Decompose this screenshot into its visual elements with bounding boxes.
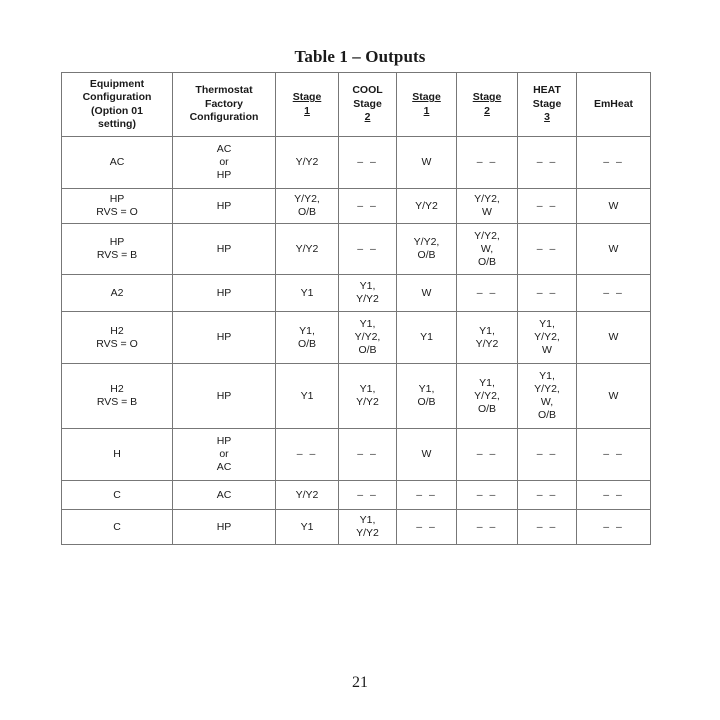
cell-line: Y1, — [539, 370, 555, 382]
table-cell — [173, 224, 276, 275]
cell-line: O/B — [358, 344, 377, 356]
cell-line: Y1 — [300, 389, 314, 402]
cell-line: W — [608, 331, 619, 343]
cell-line: – – — [357, 488, 378, 501]
table-cell — [518, 312, 577, 364]
cell-line: Y/Y2, — [534, 331, 560, 343]
table-cell — [276, 429, 339, 481]
table-cell — [457, 137, 518, 189]
cell-line: W — [421, 286, 432, 299]
table-cell — [62, 510, 173, 545]
cell-line: HP — [109, 193, 125, 205]
table-cell — [276, 137, 339, 189]
table-cell — [518, 510, 577, 545]
table-cell — [397, 510, 457, 545]
cell-line: RVS = B — [96, 249, 138, 261]
cell-line: – – — [536, 448, 558, 460]
table-cell — [173, 312, 276, 364]
cell-line: Y1, — [479, 324, 495, 337]
cell-line: HP — [216, 169, 232, 181]
cell-line: Y/Y2, — [474, 389, 500, 402]
cell-line: HP — [216, 520, 232, 533]
cell-line: – – — [416, 488, 437, 501]
table-row — [62, 189, 651, 224]
cell-line: Y/Y2, — [294, 193, 320, 205]
cell-line: – – — [603, 520, 624, 533]
cell-line: Y1, — [359, 383, 376, 395]
cell-line: AC — [216, 461, 232, 473]
table-row — [62, 137, 651, 189]
table-cell — [518, 137, 577, 189]
table-cell — [518, 189, 577, 224]
cell-line: RVS = O — [96, 206, 138, 218]
table-cell — [457, 364, 518, 429]
table-cell — [62, 224, 173, 275]
heat-stage-2-header — [457, 73, 518, 137]
cell-line: HP — [216, 389, 232, 402]
cell-line: O/B — [537, 409, 557, 421]
cell-line: RVS = B — [96, 396, 138, 408]
cell-line: – – — [603, 448, 624, 460]
table-cell — [397, 137, 457, 189]
cell-line: AC — [109, 156, 125, 168]
table-cell — [173, 510, 276, 545]
cell-line: H — [113, 448, 121, 460]
table-cell — [173, 189, 276, 224]
cell-line: – – — [536, 242, 558, 255]
header-line: 1 — [423, 104, 430, 117]
table-cell — [518, 429, 577, 481]
cell-line: Y1 — [300, 286, 314, 299]
cell-line: HP — [216, 242, 232, 255]
cell-line: Y1 — [300, 520, 314, 533]
table-cell — [457, 481, 518, 510]
cell-line: O/B — [417, 396, 436, 408]
cell-line: – – — [536, 488, 558, 501]
header-line: 3 — [544, 111, 550, 124]
table-cell — [276, 481, 339, 510]
cell-line: Y/Y2 — [415, 199, 438, 212]
cell-line: – – — [476, 520, 498, 533]
cell-line: – – — [536, 286, 558, 299]
header-line: Configuration — [189, 111, 259, 124]
table-cell — [173, 429, 276, 481]
table-row — [62, 429, 651, 481]
cell-line: – – — [357, 156, 378, 168]
table-cell — [339, 312, 397, 364]
table-cell — [577, 510, 651, 545]
header-line: Stage — [472, 91, 502, 103]
table-cell — [457, 224, 518, 275]
cool-stage-1-header — [276, 73, 339, 137]
table-row — [62, 510, 651, 545]
cell-line: Y1, — [359, 318, 376, 330]
header-line: Stage — [353, 97, 382, 110]
cell-line: Y1, — [539, 318, 555, 330]
cell-line: Y1, — [359, 280, 376, 292]
cell-line: – – — [476, 156, 498, 168]
cell-line: Y1 — [420, 331, 433, 343]
header-line: Factory — [205, 97, 243, 110]
cell-line: W — [608, 389, 619, 402]
table-cell — [339, 510, 397, 545]
table-cell — [276, 275, 339, 312]
cell-line: A2 — [110, 286, 124, 299]
emheat-header — [577, 73, 651, 137]
table-cell — [397, 312, 457, 364]
cell-line: H2 — [110, 383, 124, 395]
cell-line: – – — [536, 199, 558, 212]
cell-line: O/B — [297, 337, 317, 350]
heat-stage-3-header — [518, 73, 577, 137]
table-cell — [397, 481, 457, 510]
table-cell — [276, 224, 339, 275]
cell-line: Y1, — [299, 324, 315, 337]
outputs-table — [61, 72, 651, 545]
page-title: Table 1 – Outputs — [294, 47, 426, 66]
header-line: Thermostat — [195, 84, 253, 97]
header-row — [62, 73, 651, 137]
table-cell — [339, 364, 397, 429]
cell-line: – – — [357, 242, 378, 255]
cell-line: C — [113, 520, 121, 533]
cell-line: Y/Y2 — [295, 156, 319, 168]
table-cell — [62, 312, 173, 364]
cell-line: or — [219, 156, 229, 168]
table-cell — [62, 275, 173, 312]
table-row — [62, 312, 651, 364]
table-cell — [577, 275, 651, 312]
cell-line: W — [608, 242, 619, 255]
table-cell — [173, 137, 276, 189]
table-cell — [339, 224, 397, 275]
cell-line: W, — [480, 242, 494, 255]
table-row — [62, 224, 651, 275]
cell-line: – – — [476, 488, 498, 501]
header-line: COOL — [352, 84, 383, 97]
cell-line: HP — [216, 286, 232, 299]
table-cell — [457, 429, 518, 481]
table-body — [62, 137, 651, 545]
cool-stage-2-header — [339, 73, 397, 137]
header-line: 1 — [304, 104, 310, 117]
cell-line: – – — [357, 448, 378, 460]
cell-line: – – — [536, 156, 558, 168]
cell-line: H2 — [110, 324, 124, 337]
cell-line: Y/Y2 — [475, 337, 499, 350]
table-row — [62, 364, 651, 429]
header-line: HEAT — [533, 84, 561, 97]
table-cell — [276, 510, 339, 545]
cell-line: – – — [603, 488, 624, 501]
table-cell — [577, 137, 651, 189]
equipment-configuration-header — [62, 73, 173, 137]
table-row — [62, 481, 651, 510]
cell-line: O/B — [477, 255, 497, 268]
cell-line: O/B — [477, 402, 497, 415]
cell-line: – – — [476, 286, 498, 299]
table-cell — [577, 364, 651, 429]
table-cell — [276, 312, 339, 364]
cell-line: or — [219, 448, 229, 460]
cell-line: – – — [536, 520, 558, 533]
table-cell — [276, 364, 339, 429]
page-number: 21 — [352, 674, 368, 691]
cell-line: – – — [416, 520, 437, 533]
table-cell — [397, 429, 457, 481]
table-cell — [457, 189, 518, 224]
table-cell — [457, 275, 518, 312]
cell-line: Y1, — [418, 383, 435, 395]
cell-line: RVS = O — [96, 337, 138, 350]
header-line: Equipment — [89, 77, 145, 90]
cell-line: Y/Y2, — [474, 193, 500, 205]
cell-line: Y1, — [359, 514, 376, 526]
cell-line: O/B — [297, 206, 317, 218]
cell-line: W — [608, 199, 619, 212]
table-cell — [457, 312, 518, 364]
header-line: Configuration — [82, 91, 152, 103]
table-cell — [62, 364, 173, 429]
cell-line: W, — [540, 396, 554, 408]
table-cell — [62, 429, 173, 481]
cell-line: HP — [216, 199, 232, 212]
table-cell — [518, 224, 577, 275]
cell-line: HP — [216, 435, 232, 447]
cell-line: O/B — [417, 249, 436, 261]
table-cell — [62, 189, 173, 224]
table-cell — [577, 481, 651, 510]
header-line: (Option 01 — [91, 104, 143, 117]
cell-line: HP — [216, 331, 232, 343]
cell-line: Y/Y2, — [474, 229, 500, 242]
cell-line: W — [421, 156, 432, 168]
cell-line: – – — [603, 286, 624, 299]
table-cell — [457, 510, 518, 545]
header-line: EmHeat — [593, 97, 634, 110]
cell-line: – – — [476, 448, 498, 460]
table-cell — [276, 189, 339, 224]
cell-line: – – — [296, 448, 318, 460]
cell-line: W — [542, 344, 552, 356]
table-cell — [397, 189, 457, 224]
cell-line: Y1, — [479, 376, 495, 389]
cell-line: Y/Y2 — [356, 293, 379, 305]
table-cell — [518, 364, 577, 429]
cell-line: Y/Y2 — [295, 242, 319, 255]
table-cell — [518, 481, 577, 510]
table-cell — [173, 364, 276, 429]
table-cell — [577, 312, 651, 364]
thermostat-factory-configuration-header — [173, 73, 276, 137]
table-cell — [397, 275, 457, 312]
table-cell — [173, 481, 276, 510]
table-cell — [397, 224, 457, 275]
table-cell — [518, 275, 577, 312]
header-line: Stage — [532, 97, 562, 110]
heat-stage-1-header — [397, 73, 457, 137]
header-line: Stage — [412, 91, 441, 103]
table-cell — [339, 275, 397, 312]
cell-line: HP — [109, 236, 125, 248]
table-cell — [339, 481, 397, 510]
cell-line: – – — [357, 199, 378, 212]
cell-line: W — [421, 448, 432, 460]
cell-line: AC — [216, 488, 232, 501]
table-cell — [577, 189, 651, 224]
cell-line: Y/Y2 — [356, 527, 379, 539]
table-header — [62, 73, 651, 137]
cell-line: W — [482, 206, 492, 218]
table-cell — [173, 275, 276, 312]
table-cell — [397, 364, 457, 429]
table-row — [62, 275, 651, 312]
table-cell — [577, 224, 651, 275]
cell-line: Y/Y2, — [413, 236, 440, 248]
cell-line: – – — [603, 156, 624, 168]
table-cell — [339, 189, 397, 224]
cell-line: Y/Y2, — [534, 383, 560, 395]
table-cell — [339, 429, 397, 481]
header-line: Stage — [292, 91, 322, 103]
table-cell — [62, 481, 173, 510]
header-line: setting) — [98, 118, 136, 130]
cell-line: Y/Y2 — [356, 396, 379, 408]
cell-line: AC — [216, 143, 232, 155]
cell-line: Y/Y2 — [295, 488, 319, 501]
header-line: 2 — [484, 104, 490, 117]
header-line: 2 — [364, 111, 371, 124]
cell-line: C — [113, 488, 121, 501]
table-cell — [577, 429, 651, 481]
table-cell — [339, 137, 397, 189]
table-cell — [62, 137, 173, 189]
cell-line: Y/Y2, — [354, 331, 381, 343]
